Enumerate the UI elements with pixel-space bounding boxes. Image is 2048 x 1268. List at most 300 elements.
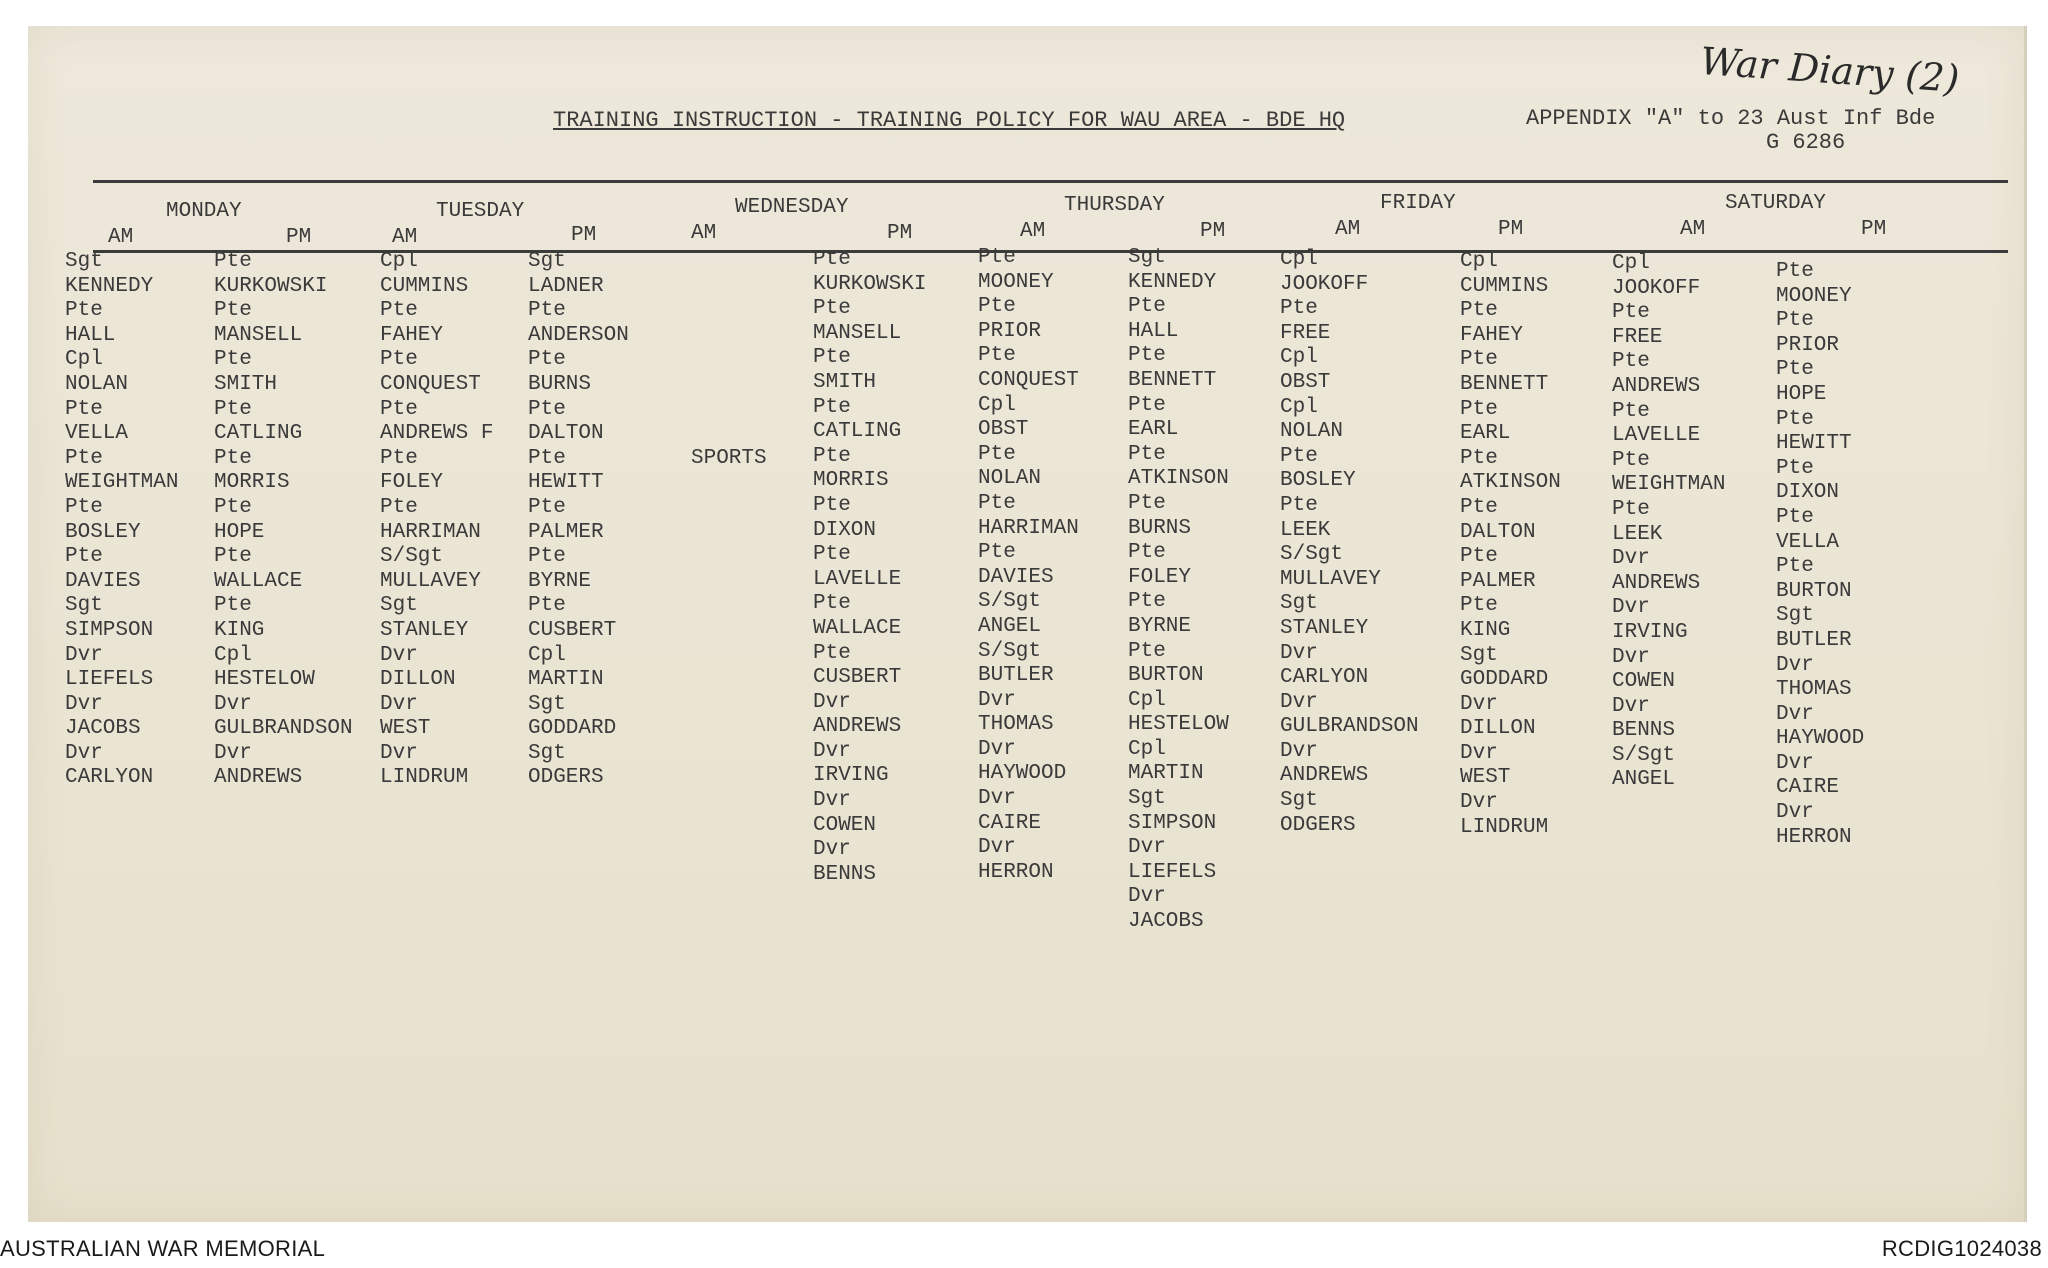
rank-entry: Pte [214, 348, 252, 372]
surname-entry: BENNETT [1128, 368, 1217, 392]
rank-entry: Cpl [214, 643, 252, 667]
surname-entry: SIMPSON [65, 618, 154, 642]
surname-entry: CONQUEST [380, 372, 481, 396]
rank-entry: Cpl [1128, 688, 1166, 712]
rank-entry: Sgt [65, 250, 103, 273]
surname-entry: MARTIN [1128, 762, 1204, 786]
surname-entry: ATKINSON [1460, 471, 1561, 495]
rank-entry: Pte [813, 592, 851, 616]
rank-entry: Dvr [380, 692, 418, 716]
surname-entry: IRVING [813, 764, 889, 788]
rank-entry: Dvr [1128, 836, 1166, 860]
surname-entry: WEST [380, 717, 431, 741]
surname-entry: CARLYON [1280, 666, 1369, 690]
rank-entry: S/Sgt [1280, 543, 1344, 567]
rank-entry: Dvr [978, 836, 1016, 860]
rank-entry: Cpl [1612, 252, 1650, 275]
monday-am-roster [65, 250, 178, 791]
rank-entry: Pte [1612, 497, 1650, 521]
surname-entry: HOPE [1776, 382, 1827, 406]
surname-entry: BOSLEY [65, 520, 141, 544]
rank-entry: Dvr [978, 688, 1016, 712]
rank-entry: Pte [380, 495, 418, 519]
rank-entry: Pte [1128, 344, 1166, 368]
rank-entry: Pte [214, 397, 252, 421]
friday-pm-label: PM [1498, 218, 1524, 241]
rank-entry: Dvr [813, 690, 851, 714]
friday-am-roster [1280, 248, 1419, 838]
rank-entry: Cpl [1280, 248, 1318, 271]
rank-entry: Cpl [65, 348, 103, 372]
rank-entry: Pte [528, 594, 566, 618]
surname-entry: LEEK [1280, 518, 1331, 542]
day-header-friday: FRIDAY [1380, 192, 1456, 215]
surname-entry: KENNEDY [1128, 270, 1217, 294]
header-top-rule [93, 180, 2008, 183]
rank-entry: Pte [978, 491, 1016, 515]
surname-entry: ODGERS [528, 766, 604, 790]
rank-entry: Pte [214, 250, 252, 273]
surname-entry: FREE [1280, 321, 1331, 345]
rank-entry: Pte [1280, 444, 1318, 468]
rank-entry: Dvr [1128, 885, 1166, 909]
surname-entry: FOLEY [1128, 565, 1192, 589]
surname-entry: CARLYON [65, 766, 154, 790]
surname-entry: CAIRE [1776, 776, 1840, 800]
document-title: TRAINING INSTRUCTION - TRAINING POLICY FOR WAU AREA - BDE HQ [553, 108, 1346, 133]
thursday-pm-label: PM [1200, 220, 1226, 243]
friday-am-label: AM [1335, 218, 1361, 241]
surname-entry: PRIOR [1776, 333, 1840, 357]
handwritten-annotation: War Diary (2) [1698, 39, 1961, 101]
surname-entry: CUMMINS [1460, 274, 1549, 298]
rank-entry: Cpl [1460, 250, 1498, 273]
surname-entry: NOLAN [1280, 420, 1344, 444]
rank-entry: Pte [65, 495, 103, 519]
surname-entry: HARRIMAN [380, 520, 481, 544]
rank-entry: Dvr [214, 692, 252, 716]
rank-entry: Pte [214, 594, 252, 618]
surname-entry: MORRIS [813, 469, 889, 493]
surname-entry: ANGEL [978, 614, 1042, 638]
surname-entry: HOPE [214, 520, 265, 544]
surname-entry: GULBRANDSON [214, 717, 353, 741]
day-header-tuesday: TUESDAY [436, 200, 525, 223]
rank-entry: Pte [528, 495, 566, 519]
rank-entry: Sgt [380, 594, 418, 618]
rank-entry: Pte [1460, 594, 1498, 618]
rank-entry: Pte [1612, 399, 1650, 423]
rank-entry: Pte [65, 397, 103, 421]
surname-entry: DILLON [1460, 717, 1536, 741]
surname-entry: MULLAVEY [380, 569, 481, 593]
surname-entry: CONQUEST [978, 368, 1079, 392]
surname-entry: HAYWOOD [1776, 727, 1865, 751]
saturday-pm-label: PM [1861, 218, 1887, 241]
monday-pm-roster [214, 250, 353, 791]
rank-entry: Dvr [1460, 692, 1498, 716]
surname-entry: ANDERSON [528, 323, 629, 347]
surname-entry: ANDREWS [1612, 374, 1701, 398]
surname-entry: PRIOR [978, 319, 1042, 343]
surname-entry: NOLAN [65, 372, 129, 396]
surname-entry: MORRIS [214, 471, 290, 495]
rank-entry: Pte [1128, 590, 1166, 614]
surname-entry: DILLON [380, 668, 456, 692]
rank-entry: Pte [1460, 495, 1498, 519]
surname-entry: WEIGHTMAN [65, 471, 179, 495]
surname-entry: GULBRANDSON [1280, 715, 1419, 739]
rank-entry: Pte [1776, 407, 1814, 431]
document-page [28, 26, 2027, 1222]
reference-number: G 6286 [1766, 130, 1846, 155]
rank-entry: Dvr [380, 643, 418, 667]
surname-entry: HAYWOOD [978, 762, 1067, 786]
day-header-thursday: THURSDAY [1064, 194, 1165, 217]
surname-entry: HARRIMAN [978, 516, 1079, 540]
rank-entry: Dvr [1280, 641, 1318, 665]
surname-entry: BENNETT [1460, 372, 1549, 396]
rank-entry: Pte [813, 346, 851, 370]
rank-entry: Pte [214, 545, 252, 569]
surname-entry: BENNS [813, 862, 877, 886]
surname-entry: JACOBS [65, 717, 141, 741]
rank-entry: Sgt [65, 594, 103, 618]
rank-entry: Sgt [1128, 246, 1166, 269]
day-header-saturday: SATURDAY [1725, 192, 1826, 215]
surname-entry: WEIGHTMAN [1612, 473, 1726, 497]
surname-entry: FAHEY [380, 323, 444, 347]
wednesday-am-label: AM [691, 222, 717, 245]
rank-entry: Pte [813, 493, 851, 517]
rank-entry: Pte [978, 442, 1016, 466]
wednesday-pm-roster [813, 248, 926, 887]
surname-entry: EARL [1128, 418, 1179, 442]
surname-entry: NOLAN [978, 467, 1042, 491]
surname-entry: CATLING [214, 422, 303, 446]
rank-entry: Pte [1460, 446, 1498, 470]
surname-entry: BYRNE [528, 569, 592, 593]
rank-entry: Sgt [1128, 787, 1166, 811]
rank-entry: Cpl [1280, 346, 1318, 370]
surname-entry: WEST [1460, 766, 1511, 790]
rank-entry: Sgt [1280, 789, 1318, 813]
rank-entry: Dvr [813, 789, 851, 813]
surname-entry: GODDARD [528, 717, 617, 741]
surname-entry: CAIRE [978, 811, 1042, 835]
rank-entry: Dvr [65, 741, 103, 765]
surname-entry: FOLEY [380, 471, 444, 495]
surname-entry: CUSBERT [813, 666, 902, 690]
rank-entry: Pte [528, 299, 566, 323]
surname-entry: COWEN [1612, 670, 1676, 694]
rank-entry: Pte [1612, 301, 1650, 325]
tuesday-pm-label: PM [571, 224, 597, 247]
surname-entry: KING [1460, 618, 1511, 642]
surname-entry: DAVIES [978, 565, 1054, 589]
surname-entry: JACOBS [1128, 910, 1204, 934]
rank-entry: Cpl [380, 250, 418, 273]
rank-entry: Dvr [1612, 645, 1650, 669]
rank-entry: Dvr [214, 741, 252, 765]
rank-entry: Pte [380, 299, 418, 323]
surname-entry: BURTON [1776, 579, 1852, 603]
rank-entry: Dvr [1776, 751, 1814, 775]
rank-entry: Pte [978, 541, 1016, 565]
surname-entry: LAVELLE [1612, 424, 1701, 448]
monday-pm-label: PM [286, 226, 312, 249]
day-header-wednesday: WEDNESDAY [735, 196, 849, 219]
surname-entry: BURTON [1128, 664, 1204, 688]
surname-entry: HEWITT [1776, 432, 1852, 456]
rank-entry: Pte [1128, 639, 1166, 663]
surname-entry: ODGERS [1280, 813, 1356, 837]
surname-entry: HESTELOW [1128, 713, 1229, 737]
saturday-pm-roster [1776, 260, 1864, 850]
rank-entry: Dvr [65, 692, 103, 716]
surname-entry: MOONEY [1776, 284, 1852, 308]
rank-entry: Dvr [1612, 596, 1650, 620]
surname-entry: HESTELOW [214, 668, 315, 692]
surname-entry: BUTLER [1776, 628, 1852, 652]
surname-entry: DALTON [528, 422, 604, 446]
surname-entry: THOMAS [978, 713, 1054, 737]
rank-entry: Pte [813, 444, 851, 468]
surname-entry: OBST [1280, 370, 1331, 394]
thursday-am-roster [978, 246, 1079, 885]
rank-entry: Sgt [528, 741, 566, 765]
rank-entry: Pte [1612, 350, 1650, 374]
rank-entry: S/Sgt [1612, 743, 1676, 767]
thursday-pm-roster [1128, 246, 1229, 935]
surname-entry: CATLING [813, 420, 902, 444]
rank-entry: Sgt [528, 692, 566, 716]
rank-entry: Pte [813, 395, 851, 419]
rank-entry: Pte [528, 397, 566, 421]
surname-entry: DALTON [1460, 520, 1536, 544]
archive-id: RCDIG1024038 [1881, 1236, 2042, 1261]
surname-entry: DIXON [813, 518, 877, 542]
rank-entry: Dvr [1280, 690, 1318, 714]
surname-entry: SMITH [813, 370, 877, 394]
rank-entry: S/Sgt [978, 639, 1042, 663]
rank-entry: Pte [1776, 505, 1814, 529]
surname-entry: LAVELLE [813, 567, 902, 591]
surname-entry: LIEFELS [65, 668, 154, 692]
surname-entry: WALLACE [813, 616, 902, 640]
surname-entry: LADNER [528, 274, 604, 298]
surname-entry: ANDREWS F [380, 422, 494, 446]
surname-entry: FREE [1612, 325, 1663, 349]
rank-entry: Dvr [1776, 653, 1814, 677]
rank-entry: Dvr [1776, 702, 1814, 726]
rank-entry: Pte [978, 246, 1016, 269]
rank-entry: Pte [528, 348, 566, 372]
rank-entry: Pte [65, 299, 103, 323]
surname-entry: HALL [65, 323, 116, 347]
rank-entry: Dvr [978, 737, 1016, 761]
rank-entry: Dvr [1460, 791, 1498, 815]
wednesday-pm-label: PM [887, 222, 913, 245]
surname-entry: JOOKOFF [1280, 272, 1369, 296]
surname-entry: FAHEY [1460, 323, 1524, 347]
surname-entry: HALL [1128, 319, 1179, 343]
rank-entry: Pte [1128, 393, 1166, 417]
rank-entry: Pte [1128, 442, 1166, 466]
rank-entry: Sgt [528, 250, 566, 273]
surname-entry: DAVIES [65, 569, 141, 593]
surname-entry: EARL [1460, 422, 1511, 446]
surname-entry: SMITH [214, 372, 278, 396]
rank-entry: Cpl [1280, 395, 1318, 419]
thursday-am-label: AM [1020, 220, 1046, 243]
surname-entry: LIEFELS [1128, 860, 1217, 884]
rank-entry: Dvr [978, 787, 1016, 811]
tuesday-pm-roster [528, 250, 629, 791]
surname-entry: HERRON [978, 860, 1054, 884]
rank-entry: Pte [65, 446, 103, 470]
rank-entry: Cpl [1128, 737, 1166, 761]
surname-entry: VELLA [1776, 530, 1840, 554]
wednesday-am-sports: SPORTS [691, 447, 767, 470]
rank-entry: Pte [813, 248, 851, 271]
rank-entry: Pte [380, 446, 418, 470]
rank-entry: Pte [1128, 295, 1166, 319]
rank-entry: Pte [1776, 456, 1814, 480]
surname-entry: COWEN [813, 813, 877, 837]
surname-entry: OBST [978, 418, 1029, 442]
rank-entry: Pte [1460, 299, 1498, 323]
surname-entry: BYRNE [1128, 614, 1192, 638]
rank-entry: Dvr [813, 739, 851, 763]
surname-entry: KENNEDY [65, 274, 154, 298]
surname-entry: LINDRUM [1460, 815, 1549, 839]
rank-entry: Pte [978, 344, 1016, 368]
surname-entry: LEEK [1612, 522, 1663, 546]
rank-entry: Pte [1460, 545, 1498, 569]
surname-entry: MANSELL [813, 321, 902, 345]
rank-entry: Cpl [978, 393, 1016, 417]
tuesday-am-label: AM [392, 226, 418, 249]
rank-entry: Pte [1460, 348, 1498, 372]
rank-entry: Pte [1128, 491, 1166, 515]
rank-entry: Pte [214, 299, 252, 323]
surname-entry: STANLEY [1280, 616, 1369, 640]
day-header-monday: MONDAY [166, 200, 242, 223]
surname-entry: IRVING [1612, 620, 1688, 644]
rank-entry: Pte [380, 397, 418, 421]
rank-entry: Pte [1460, 397, 1498, 421]
rank-entry: Pte [1776, 358, 1814, 382]
saturday-am-label: AM [1680, 218, 1706, 241]
rank-entry: Pte [65, 545, 103, 569]
rank-entry: Pte [528, 446, 566, 470]
rank-entry: Pte [813, 297, 851, 321]
surname-entry: KING [214, 618, 265, 642]
rank-entry: Sgt [1280, 592, 1318, 616]
surname-entry: BURNS [1128, 516, 1192, 540]
rank-entry: Pte [813, 641, 851, 665]
surname-entry: KURKOWSKI [813, 272, 927, 296]
rank-entry: Pte [214, 446, 252, 470]
surname-entry: ANDREWS [1280, 764, 1369, 788]
rank-entry: Dvr [1280, 739, 1318, 763]
saturday-am-roster [1612, 252, 1725, 793]
surname-entry: LINDRUM [380, 766, 469, 790]
rank-entry: Pte [528, 545, 566, 569]
surname-entry: VELLA [65, 422, 129, 446]
surname-entry: CUSBERT [528, 618, 617, 642]
surname-entry: PALMER [528, 520, 604, 544]
rank-entry: Dvr [813, 838, 851, 862]
rank-entry: Pte [380, 348, 418, 372]
surname-entry: HERRON [1776, 825, 1852, 849]
rank-entry: Dvr [1612, 547, 1650, 571]
surname-entry: CUMMINS [380, 274, 469, 298]
surname-entry: MANSELL [214, 323, 303, 347]
surname-entry: ANDREWS [1612, 571, 1701, 595]
surname-entry: SIMPSON [1128, 811, 1217, 835]
surname-entry: MOONEY [978, 270, 1054, 294]
surname-entry: GODDARD [1460, 668, 1549, 692]
surname-entry: MULLAVEY [1280, 567, 1381, 591]
rank-entry: Pte [813, 543, 851, 567]
rank-entry: Pte [1280, 493, 1318, 517]
rank-entry: S/Sgt [978, 590, 1042, 614]
rank-entry: Pte [1776, 555, 1814, 579]
rank-entry: Dvr [1612, 694, 1650, 718]
rank-entry: Sgt [1460, 643, 1498, 667]
surname-entry: STANLEY [380, 618, 469, 642]
surname-entry: PALMER [1460, 569, 1536, 593]
rank-entry: Pte [1128, 541, 1166, 565]
rank-entry: S/Sgt [380, 545, 444, 569]
rank-entry: Pte [214, 495, 252, 519]
rank-entry: Pte [1612, 448, 1650, 472]
rank-entry: Dvr [1776, 801, 1814, 825]
rank-entry: Dvr [380, 741, 418, 765]
surname-entry: KURKOWSKI [214, 274, 328, 298]
appendix-label: APPENDIX "A" to 23 Aust Inf Bde [1526, 106, 1936, 131]
surname-entry: WALLACE [214, 569, 303, 593]
tuesday-am-roster [380, 250, 493, 791]
surname-entry: DIXON [1776, 481, 1840, 505]
archive-credit: AUSTRALIAN WAR MEMORIAL [0, 1236, 326, 1261]
rank-entry: Dvr [1460, 741, 1498, 765]
surname-entry: BENNS [1612, 719, 1676, 743]
surname-entry: BOSLEY [1280, 469, 1356, 493]
rank-entry: Pte [1280, 297, 1318, 321]
rank-entry: Pte [1776, 260, 1814, 283]
surname-entry: ANDREWS [813, 715, 902, 739]
surname-entry: ATKINSON [1128, 467, 1229, 491]
surname-entry: JOOKOFF [1612, 276, 1701, 300]
surname-entry: THOMAS [1776, 678, 1852, 702]
surname-entry: MARTIN [528, 668, 604, 692]
rank-entry: Pte [1776, 309, 1814, 333]
rank-entry: Cpl [528, 643, 566, 667]
monday-am-label: AM [108, 226, 134, 249]
rank-entry: Dvr [65, 643, 103, 667]
surname-entry: HEWITT [528, 471, 604, 495]
rank-entry: Pte [978, 295, 1016, 319]
surname-entry: ANDREWS [214, 766, 303, 790]
rank-entry: Sgt [1776, 604, 1814, 628]
surname-entry: BURNS [528, 372, 592, 396]
surname-entry: ANGEL [1612, 768, 1676, 792]
surname-entry: BUTLER [978, 664, 1054, 688]
friday-pm-roster [1460, 250, 1561, 840]
